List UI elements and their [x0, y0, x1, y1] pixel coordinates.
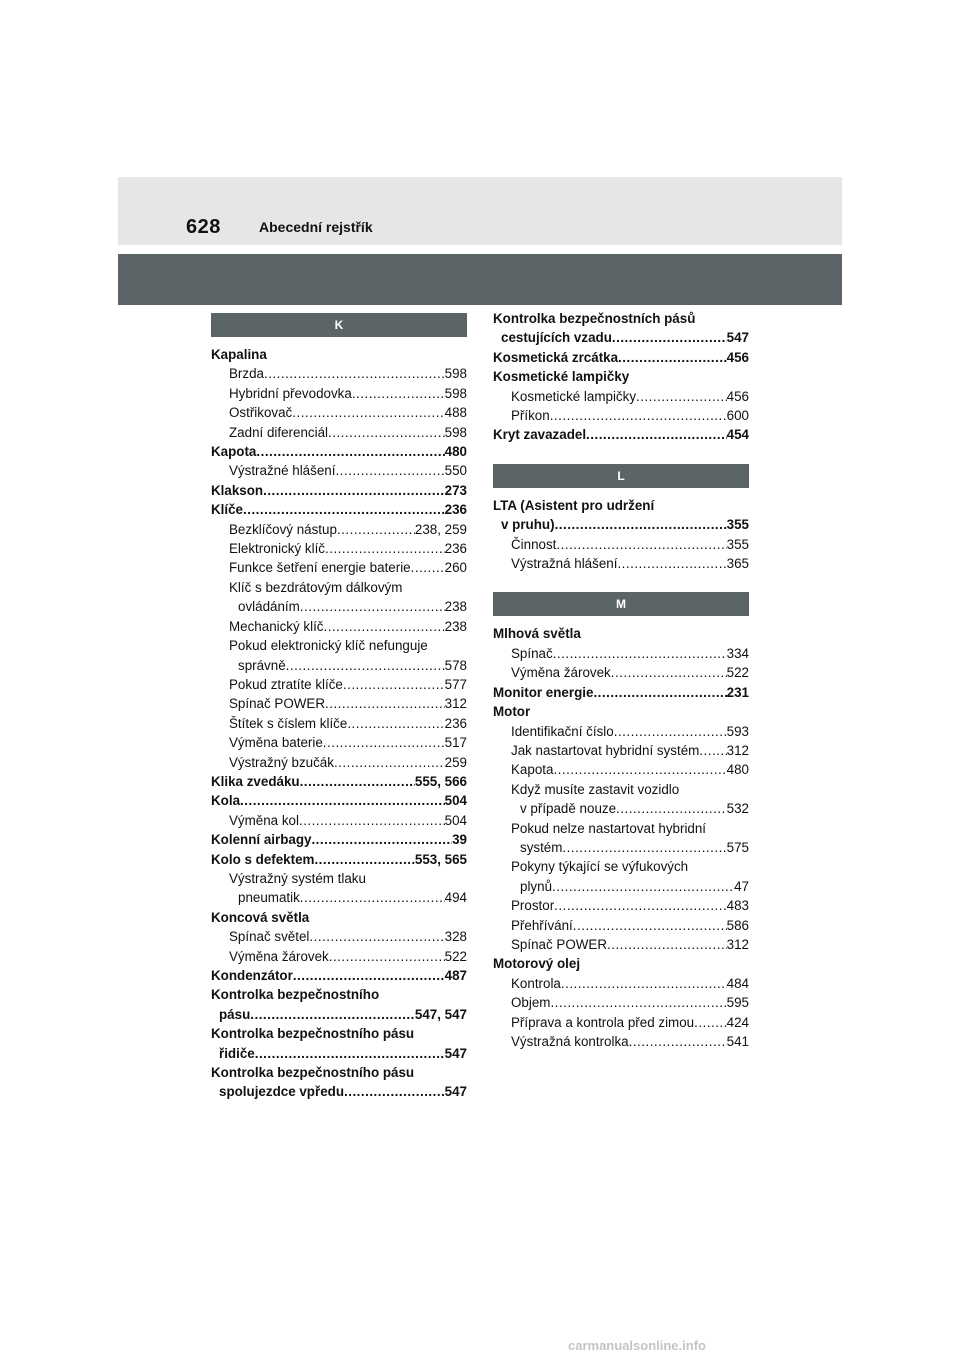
dot-leader: [617, 554, 726, 573]
index-entry-text: systém: [520, 839, 563, 855]
index-entry-page: 454: [726, 427, 749, 443]
dot-leader: [552, 877, 734, 896]
dot-leader: [636, 387, 727, 406]
index-entry-page: 238: [444, 618, 467, 634]
page-number: 628: [186, 216, 221, 238]
dot-leader: [699, 741, 726, 760]
dot-leader: [256, 442, 444, 461]
index-entry-text: Mechanický klíč: [229, 618, 324, 634]
index-entry-page: 334: [726, 645, 749, 661]
watermark: carmanualsonline.info: [568, 1338, 706, 1353]
index-entry-text: Identifikační číslo: [511, 723, 614, 739]
index-entry-text: Kola: [211, 793, 241, 809]
index-entry-text: ovládáním: [238, 599, 300, 615]
index-entry-page: 487: [444, 968, 467, 983]
index-entry-text: Kondenzátor: [211, 968, 293, 983]
index-entry-text: Kolenní airbagy: [211, 832, 312, 848]
index-entry-page: 577: [444, 676, 467, 692]
index-entry-page: 328: [444, 929, 467, 945]
index-entry: [211, 481, 467, 500]
index-entry-text: Kapota: [511, 762, 554, 778]
index-entry-page: 504: [444, 793, 467, 809]
dot-leader: [293, 966, 445, 985]
index-entry-text: Prostor: [511, 898, 555, 914]
index-entry-page: 259: [444, 754, 467, 770]
dot-leader: [347, 714, 444, 733]
index-entry-page: 231: [726, 684, 749, 700]
index-entry: [211, 1044, 467, 1063]
index-entry-page: 236: [444, 715, 467, 731]
index-entry: [493, 683, 749, 702]
index-entry: [211, 714, 467, 733]
dot-leader: [240, 791, 445, 810]
index-entry: [211, 947, 467, 966]
index-entry: [211, 636, 467, 655]
dot-leader: [335, 461, 444, 480]
index-entry-page: 598: [444, 366, 467, 382]
index-entry: [493, 624, 749, 643]
index-entry-text: cestujících vzadu: [501, 330, 612, 346]
index-entry-text: plynů: [520, 878, 553, 894]
index-entry: [493, 799, 749, 818]
index-entry: [493, 1013, 749, 1032]
index-entry-page: 595: [726, 995, 749, 1011]
index-entry: [211, 578, 467, 597]
index-entry: [493, 328, 749, 347]
index-entry: [493, 896, 749, 915]
index-entry: [211, 927, 467, 946]
index-entry-text: Kontrolka bezpečnostního: [211, 987, 380, 1003]
letter-heading-m: M: [493, 592, 749, 616]
index-entry: [211, 1005, 467, 1024]
index-entry: [493, 760, 749, 779]
index-entry-text: Spínač: [511, 645, 553, 661]
dot-leader: [586, 425, 727, 444]
letter-heading-k: K: [211, 313, 467, 337]
index-entry: [211, 656, 467, 675]
index-entry-page: 355: [726, 517, 749, 533]
dot-leader: [243, 500, 445, 519]
dot-leader: [337, 520, 415, 539]
dot-leader: [593, 683, 726, 702]
header-band: [118, 177, 842, 245]
index-entry: [211, 558, 467, 577]
dot-leader: [618, 348, 727, 367]
index-entry: [211, 384, 467, 403]
index-entry: [493, 819, 749, 838]
dot-leader: [300, 888, 445, 907]
index-entry: [211, 1082, 467, 1101]
dot-leader: [314, 850, 414, 869]
dot-leader: [323, 733, 445, 752]
index-entry-text: pneumatik: [238, 890, 300, 906]
index-entry-text: Klika zvedáku: [211, 773, 300, 789]
index-entry-page: 541: [726, 1034, 749, 1049]
index-entry: [211, 597, 467, 616]
index-entry-page: 598: [444, 385, 467, 401]
dot-leader: [329, 947, 445, 966]
dot-leader: [325, 694, 445, 713]
index-entry: [493, 515, 749, 534]
index-entry: [211, 403, 467, 422]
index-entry-text: řidiče: [219, 1045, 255, 1061]
index-entry: [493, 741, 749, 760]
index-entry-text: Kontrolka bezpečnostního pásu: [211, 1026, 415, 1042]
dot-leader: [255, 1044, 445, 1063]
dot-leader: [554, 896, 726, 915]
dot-leader: [616, 799, 727, 818]
index-entry-text: Pokud nelze nastartovat hybridní: [511, 820, 707, 836]
dot-leader: [324, 617, 445, 636]
index-entry: [493, 425, 749, 444]
index-entry: [493, 554, 749, 573]
index-entry: [493, 1032, 749, 1051]
index-entry-page: 47: [734, 878, 749, 894]
index-entry: [211, 869, 467, 888]
index-entry: [211, 520, 467, 539]
index-entry: [493, 954, 749, 973]
index-entry-page: 480: [726, 762, 749, 778]
index-entry: [211, 1063, 467, 1082]
index-entry-text: Příkon: [511, 408, 550, 424]
index-list-k-continued: [493, 309, 749, 445]
index-entry-text: Zadní diferenciál: [229, 424, 328, 440]
index-entry-text: Příprava a kontrola před zimou: [511, 1014, 695, 1030]
index-entry-text: Pokyny týkající se výfukových: [511, 859, 689, 875]
index-entry: [211, 966, 467, 985]
index-entry-text: Výměna žárovek: [229, 948, 329, 964]
index-entry-page: 553, 565: [414, 851, 467, 867]
index-entry-text: Když musíte zastavit vozidlo: [511, 781, 680, 797]
index-entry-text: Výstražná hlášení: [511, 556, 618, 572]
index-entry-text: v případě nouze: [520, 801, 617, 817]
index-entry: [493, 406, 749, 425]
dot-leader: [562, 838, 726, 857]
dot-leader: [263, 481, 445, 500]
index-entry-page: 555, 566: [414, 773, 467, 789]
dot-leader: [607, 935, 727, 954]
index-entry-page: 236: [444, 541, 467, 557]
index-list-k: [211, 345, 467, 1102]
index-entry-page: 456: [726, 349, 749, 365]
dot-leader: [264, 364, 445, 383]
index-entry: [211, 753, 467, 772]
index-entry-text: Koncová světla: [211, 909, 310, 925]
index-entry: [493, 993, 749, 1012]
header-dark-band: [118, 254, 842, 305]
index-entry-text: Výměna baterie: [229, 735, 323, 751]
dot-leader: [553, 644, 727, 663]
dot-leader: [286, 656, 445, 675]
dot-leader: [573, 916, 727, 935]
index-entry-text: Výstražný systém tlaku: [229, 870, 366, 886]
dot-leader: [553, 760, 726, 779]
index-entry-page: 480: [444, 444, 467, 460]
index-entry: [211, 850, 467, 869]
index-entry-text: Objem: [511, 995, 551, 1011]
index-entry-text: Činnost: [511, 536, 557, 552]
dot-leader: [556, 535, 726, 554]
index-entry-text: Kontrola: [511, 975, 561, 991]
index-entry-page: 504: [444, 812, 467, 828]
index-entry-page: 238: [444, 599, 467, 615]
index-entry-text: Hybridní převodovka: [229, 385, 352, 401]
index-entry-text: LTA (Asistent pro udržení: [493, 497, 655, 513]
index-entry: [493, 644, 749, 663]
index-entry: [493, 367, 749, 386]
index-entry: [211, 539, 467, 558]
index-entry-page: 488: [444, 405, 467, 421]
index-entry-page: 598: [444, 424, 467, 440]
index-entry: [493, 496, 749, 515]
index-entry: [211, 442, 467, 461]
index-entry-page: 312: [726, 742, 749, 758]
index-entry-page: 483: [726, 898, 749, 914]
index-entry-text: Spínač světel: [229, 929, 310, 945]
index-entry-page: 484: [726, 975, 749, 991]
index-entry-text: Kryt zavazadel: [493, 427, 587, 443]
index-entry-text: Pokud ztratíte klíče: [229, 676, 343, 692]
page-title: Abecední rejstřík: [259, 219, 373, 235]
index-entry: [211, 888, 467, 907]
index-entry-page: 236: [444, 502, 467, 518]
index-entry-text: Výměna kol: [229, 812, 299, 828]
index-entry-page: 547: [444, 1045, 467, 1061]
index-entry-text: Klíč s bezdrátovým dálkovým: [229, 579, 403, 595]
dot-leader: [300, 772, 415, 791]
index-entry: [493, 974, 749, 993]
index-entry: [493, 935, 749, 954]
dot-leader: [614, 722, 727, 741]
index-entry: [493, 348, 749, 367]
index-column-right: [493, 309, 749, 1051]
index-entry-text: Přehřívání: [511, 917, 573, 933]
index-entry: [211, 500, 467, 519]
index-entry-text: Kontrolka bezpečnostních pásů: [493, 311, 696, 326]
index-entry-page: 593: [726, 723, 749, 739]
index-entry-page: 522: [444, 948, 467, 964]
index-entry-text: Brzda: [229, 366, 264, 382]
index-entry-text: Spínač POWER: [229, 696, 325, 712]
index-entry-page: 517: [444, 735, 467, 751]
index-entry: [211, 617, 467, 636]
dot-leader: [343, 675, 445, 694]
index-entry: [493, 387, 749, 406]
index-entry-text: Kosmetická zrcátka: [493, 349, 619, 365]
index-entry-text: Kontrolka bezpečnostního pásu: [211, 1065, 415, 1081]
index-entry-text: Kapalina: [211, 347, 267, 362]
index-entry-text: Motor: [493, 704, 531, 720]
index-entry-page: 547: [726, 330, 749, 346]
dot-leader: [300, 597, 445, 616]
index-list-l: [493, 496, 749, 574]
index-entry-text: Výstražné hlášení: [229, 463, 336, 479]
index-column-left: [211, 313, 467, 1102]
index-entry-text: správně: [238, 657, 286, 673]
dot-leader: [325, 539, 445, 558]
index-entry: [211, 811, 467, 830]
index-entry-text: Klakson: [211, 482, 264, 498]
dot-leader: [250, 1005, 415, 1024]
index-entry-text: Výstražný bzučák: [229, 754, 334, 770]
index-entry: [493, 702, 749, 721]
index-entry-page: 312: [726, 936, 749, 952]
index-entry-text: Klíče: [211, 502, 244, 518]
index-entry-text: Ostřikovač: [229, 405, 293, 421]
index-entry-page: 424: [726, 1014, 749, 1030]
dot-leader: [550, 406, 727, 425]
index-entry-text: pásu: [219, 1006, 251, 1022]
index-entry-page: 532: [726, 801, 749, 817]
index-entry: [211, 345, 467, 364]
index-entry-page: 547, 547: [414, 1006, 467, 1022]
index-entry: [211, 694, 467, 713]
dot-leader: [344, 1082, 445, 1101]
dot-leader: [309, 927, 444, 946]
index-entry-page: 238, 259: [414, 521, 467, 537]
dot-leader: [629, 1032, 727, 1051]
index-entry: [493, 309, 749, 328]
index-entry-text: Bezklíčový nástup: [229, 521, 337, 537]
index-entry: [493, 838, 749, 857]
index-entry-page: 578: [444, 657, 467, 673]
dot-leader: [694, 1013, 727, 1032]
index-entry-page: 273: [444, 482, 467, 498]
index-entry-text: Kolo s defektem: [211, 851, 315, 867]
index-entry-text: Kosmetické lampičky: [511, 388, 637, 404]
index-entry: [493, 916, 749, 935]
index-entry-page: 312: [444, 696, 467, 712]
index-entry: [211, 733, 467, 752]
index-entry-page: 550: [444, 463, 467, 479]
index-entry-text: Monitor energie: [493, 684, 594, 700]
index-entry-page: 260: [444, 560, 467, 576]
index-entry: [493, 877, 749, 896]
dot-leader: [292, 403, 444, 422]
index-entry-text: Spínač POWER: [511, 936, 607, 952]
index-entry: [493, 535, 749, 554]
index-entry-page: 586: [726, 917, 749, 933]
index-entry: [211, 1024, 467, 1043]
index-entry-text: Výměna žárovek: [511, 665, 611, 681]
index-entry-text: Výstražná kontrolka: [511, 1034, 629, 1049]
index-entry: [493, 663, 749, 682]
dot-leader: [352, 384, 445, 403]
dot-leader: [611, 663, 727, 682]
letter-heading-l: L: [493, 464, 749, 488]
dot-leader: [555, 515, 727, 534]
index-entry-text: Mlhová světla: [493, 626, 581, 642]
dot-leader: [334, 753, 445, 772]
dot-leader: [612, 328, 727, 347]
dot-leader: [411, 558, 445, 577]
dot-leader: [561, 974, 727, 993]
index-entry-text: Kapota: [211, 444, 257, 460]
dot-leader: [550, 993, 726, 1012]
index-entry-page: 547: [444, 1084, 467, 1100]
index-entry-page: 600: [726, 408, 749, 424]
index-entry: [211, 461, 467, 480]
index-entry: [211, 791, 467, 810]
dot-leader: [328, 423, 445, 442]
index-entry-text: Funkce šetření energie baterie: [229, 560, 411, 576]
index-entry: [211, 985, 467, 1004]
index-entry: [211, 423, 467, 442]
index-entry-page: 494: [444, 890, 467, 906]
index-entry-text: spolujezdce vpředu: [219, 1084, 345, 1100]
dot-leader: [311, 830, 452, 849]
dot-leader: [299, 811, 445, 830]
index-entry: [493, 722, 749, 741]
index-entry: [211, 675, 467, 694]
index-entry-text: Jak nastartovat hybridní systém: [511, 742, 700, 758]
index-entry-page: 456: [726, 388, 749, 404]
index-entry: [211, 772, 467, 791]
index-entry-page: 39: [452, 832, 467, 848]
index-entry-page: 355: [726, 536, 749, 552]
index-entry-text: Kosmetické lampičky: [493, 369, 630, 385]
index-entry: [211, 830, 467, 849]
index-entry-page: 522: [726, 665, 749, 681]
index-entry-text: Štítek s číslem klíče: [229, 715, 348, 731]
index-entry: [493, 857, 749, 876]
index-entry: [211, 908, 467, 927]
index-entry-text: v pruhu): [501, 517, 555, 533]
index-entry-page: 365: [726, 556, 749, 572]
index-entry-text: Pokud elektronický klíč nefunguje: [229, 638, 428, 654]
index-entry-page: 575: [726, 839, 749, 855]
index-entry-text: Elektronický klíč: [229, 541, 325, 557]
index-list-m: [493, 624, 749, 1051]
index-entry: [211, 364, 467, 383]
index-entry-text: Motorový olej: [493, 956, 581, 972]
index-entry: [493, 780, 749, 799]
